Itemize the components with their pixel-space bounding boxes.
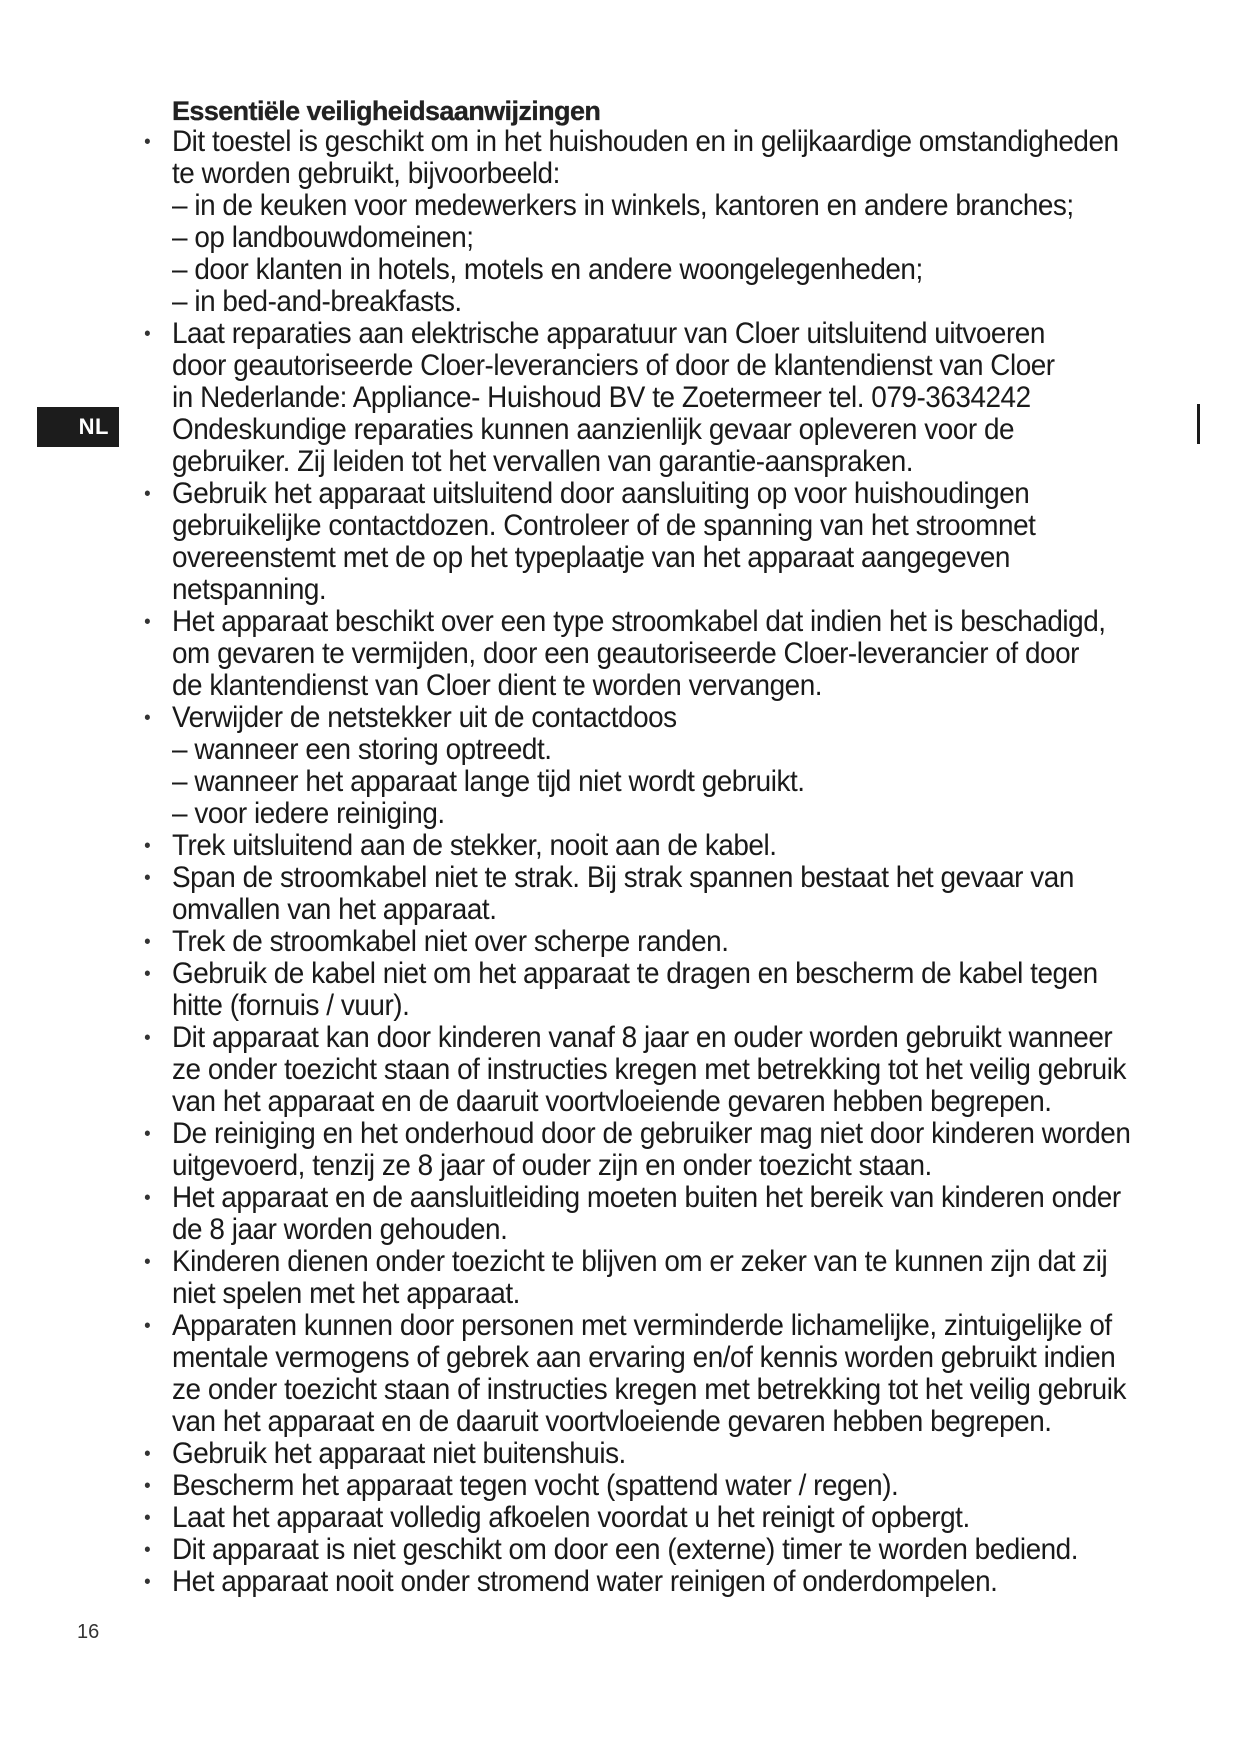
safety-instruction-item xyxy=(172,1534,1121,1566)
instruction-line: door geautoriseerde Cloer-leveranciers of door de klantendienst van Cloer xyxy=(172,349,1055,382)
safety-instruction-item xyxy=(172,1021,1126,1118)
instruction-line: in Nederlande: Appliance- Huishoud BV te Zoetermeer tel. 079-3634242 xyxy=(172,381,1031,414)
instruction-line: overeenstemt met de op het typeplaatje van het apparaat aangegeven xyxy=(172,541,1010,574)
safety-instruction-item xyxy=(172,1117,1131,1182)
instruction-line: • Verwijder de netstekker uit de contactdoos xyxy=(172,701,677,734)
instruction-line: uitgevoerd, tenzij ze 8 jaar of ouder zijn en onder toezicht staan. xyxy=(172,1149,932,1182)
instruction-line: van het apparaat en de daaruit voortvloeiende gevaren hebben begrepen. xyxy=(172,1405,1052,1438)
instruction-line: • Laat het apparaat volledig afkoelen voordat u het reinigt of opbergt. xyxy=(172,1501,970,1534)
instruction-line: netspanning. xyxy=(172,573,327,606)
instruction-line: – wanneer het apparaat lange tijd niet wordt gebruikt. xyxy=(172,765,805,798)
instruction-line: – wanneer een storing optreedt. xyxy=(172,733,552,766)
instruction-line: om gevaren te vermijden, door een geautoriseerde Cloer-leverancier of door xyxy=(172,637,1079,670)
instruction-line: • Gebruik de kabel niet om het apparaat te dragen en bescherm de kabel tegen xyxy=(172,957,1098,990)
instruction-line: • De reiniging en het onderhoud door de gebruiker mag niet door kinderen worden xyxy=(172,1117,1131,1150)
instruction-line: • Span de stroomkabel niet te strak. Bij strak spannen bestaat het gevaar van xyxy=(172,861,1074,894)
instruction-line: de klantendienst van Cloer dient te worden vervangen. xyxy=(172,669,823,702)
safety-instruction-item xyxy=(172,478,1121,606)
instruction-line: ze onder toezicht staan of instructies kregen met betrekking tot het veilig gebruik xyxy=(172,1053,1126,1086)
instruction-line: • Gebruik het apparaat niet buitenshuis. xyxy=(172,1437,626,1470)
instruction-line: • Het apparaat en de aansluitleiding moeten buiten het bereik van kinderen onder xyxy=(172,1181,1121,1214)
safety-instruction-item xyxy=(172,958,1121,1022)
safety-instruction-item xyxy=(172,926,1121,958)
safety-instruction-item xyxy=(172,1470,1121,1502)
safety-instruction-item xyxy=(172,1182,1121,1246)
safety-instruction-item xyxy=(172,318,1121,478)
safety-instruction-item xyxy=(172,1309,1126,1438)
instruction-line: • Apparaten kunnen door personen met verminderde lichamelijke, zintuigelijke of xyxy=(172,1309,1112,1342)
instruction-line: – in de keuken voor medewerkers in winkels, kantoren en andere branches; xyxy=(172,189,1074,222)
safety-instruction-item xyxy=(172,862,1121,926)
instruction-line: Ondeskundige reparaties kunnen aanzienlijk gevaar opleveren voor de xyxy=(172,413,1015,446)
instruction-line: de 8 jaar worden gehouden. xyxy=(172,1213,508,1246)
safety-instruction-item xyxy=(172,1438,1121,1470)
instruction-line: – op landbouwdomeinen; xyxy=(172,221,474,254)
safety-instruction-item xyxy=(172,1502,1121,1534)
instruction-line: • Trek uitsluitend aan de stekker, nooit aan de kabel. xyxy=(172,829,777,862)
instruction-line: hitte (fornuis / vuur). xyxy=(172,989,410,1022)
instruction-line: • Het apparaat nooit onder stromend water reinigen of onderdompelen. xyxy=(172,1565,998,1598)
safety-instruction-item xyxy=(172,830,1121,862)
section-heading: Essentiële veiligheidsaanwijzingen xyxy=(172,96,601,126)
safety-instruction-item xyxy=(172,1246,1121,1310)
safety-instruction-item xyxy=(172,126,1121,318)
safety-instruction-item xyxy=(172,702,1121,830)
language-tab-label: NL xyxy=(78,414,109,439)
instruction-line: • Gebruik het apparaat uitsluitend door aansluiting op voor huishoudingen xyxy=(172,477,1030,510)
instruction-line: te worden gebruikt, bijvoorbeeld: xyxy=(172,157,560,190)
margin-marker xyxy=(1197,404,1200,444)
instruction-line: • Dit apparaat is niet geschikt om door een (externe) timer te worden bediend. xyxy=(172,1533,1079,1566)
safety-instructions-list xyxy=(172,125,1131,1598)
instruction-line: niet spelen met het apparaat. xyxy=(172,1277,520,1310)
instruction-line: • Het apparaat beschikt over een type stroomkabel dat indien het is beschadigd, xyxy=(172,605,1106,638)
safety-instruction-item xyxy=(172,606,1121,702)
instruction-line: omvallen van het apparaat. xyxy=(172,893,497,926)
instruction-line: gebruiker. Zij leiden tot het vervallen van garantie-aanspraken. xyxy=(172,445,914,478)
page-number: 16 xyxy=(77,1621,100,1643)
instruction-line: • Trek de stroomkabel niet over scherpe randen. xyxy=(172,925,729,958)
instruction-line: ze onder toezicht staan of instructies kregen met betrekking tot het veilig gebruik xyxy=(172,1373,1126,1406)
language-tab xyxy=(37,407,119,447)
instruction-line: • Kinderen dienen onder toezicht te blijven om er zeker van te kunnen zijn dat zij xyxy=(172,1245,1108,1278)
instruction-line: • Dit apparaat kan door kinderen vanaf 8 jaar en ouder worden gebruikt wanneer xyxy=(172,1021,1113,1054)
instruction-line: • Bescherm het apparaat tegen vocht (spattend water / regen). xyxy=(172,1469,899,1502)
instruction-line: mentale vermogens of gebrek aan ervaring en/of kennis worden gebruikt indien xyxy=(172,1341,1116,1374)
instruction-line: gebruikelijke contactdozen. Controleer of de spanning van het stroomnet xyxy=(172,509,1036,542)
instruction-line: van het apparaat en de daaruit voortvloeiende gevaren hebben begrepen. xyxy=(172,1085,1052,1118)
instruction-line: • Dit toestel is geschikt om in het huishouden en in gelijkaardige omstandigheden xyxy=(172,125,1119,158)
instruction-line: – voor iedere reiniging. xyxy=(172,797,445,830)
instruction-line: – in bed-and-breakfasts. xyxy=(172,285,462,318)
instruction-line: – door klanten in hotels, motels en andere woongelegenheden; xyxy=(172,253,923,286)
instruction-line: • Laat reparaties aan elektrische apparatuur van Cloer uitsluitend uitvoeren xyxy=(172,317,1045,350)
safety-instruction-item xyxy=(172,1566,1121,1598)
